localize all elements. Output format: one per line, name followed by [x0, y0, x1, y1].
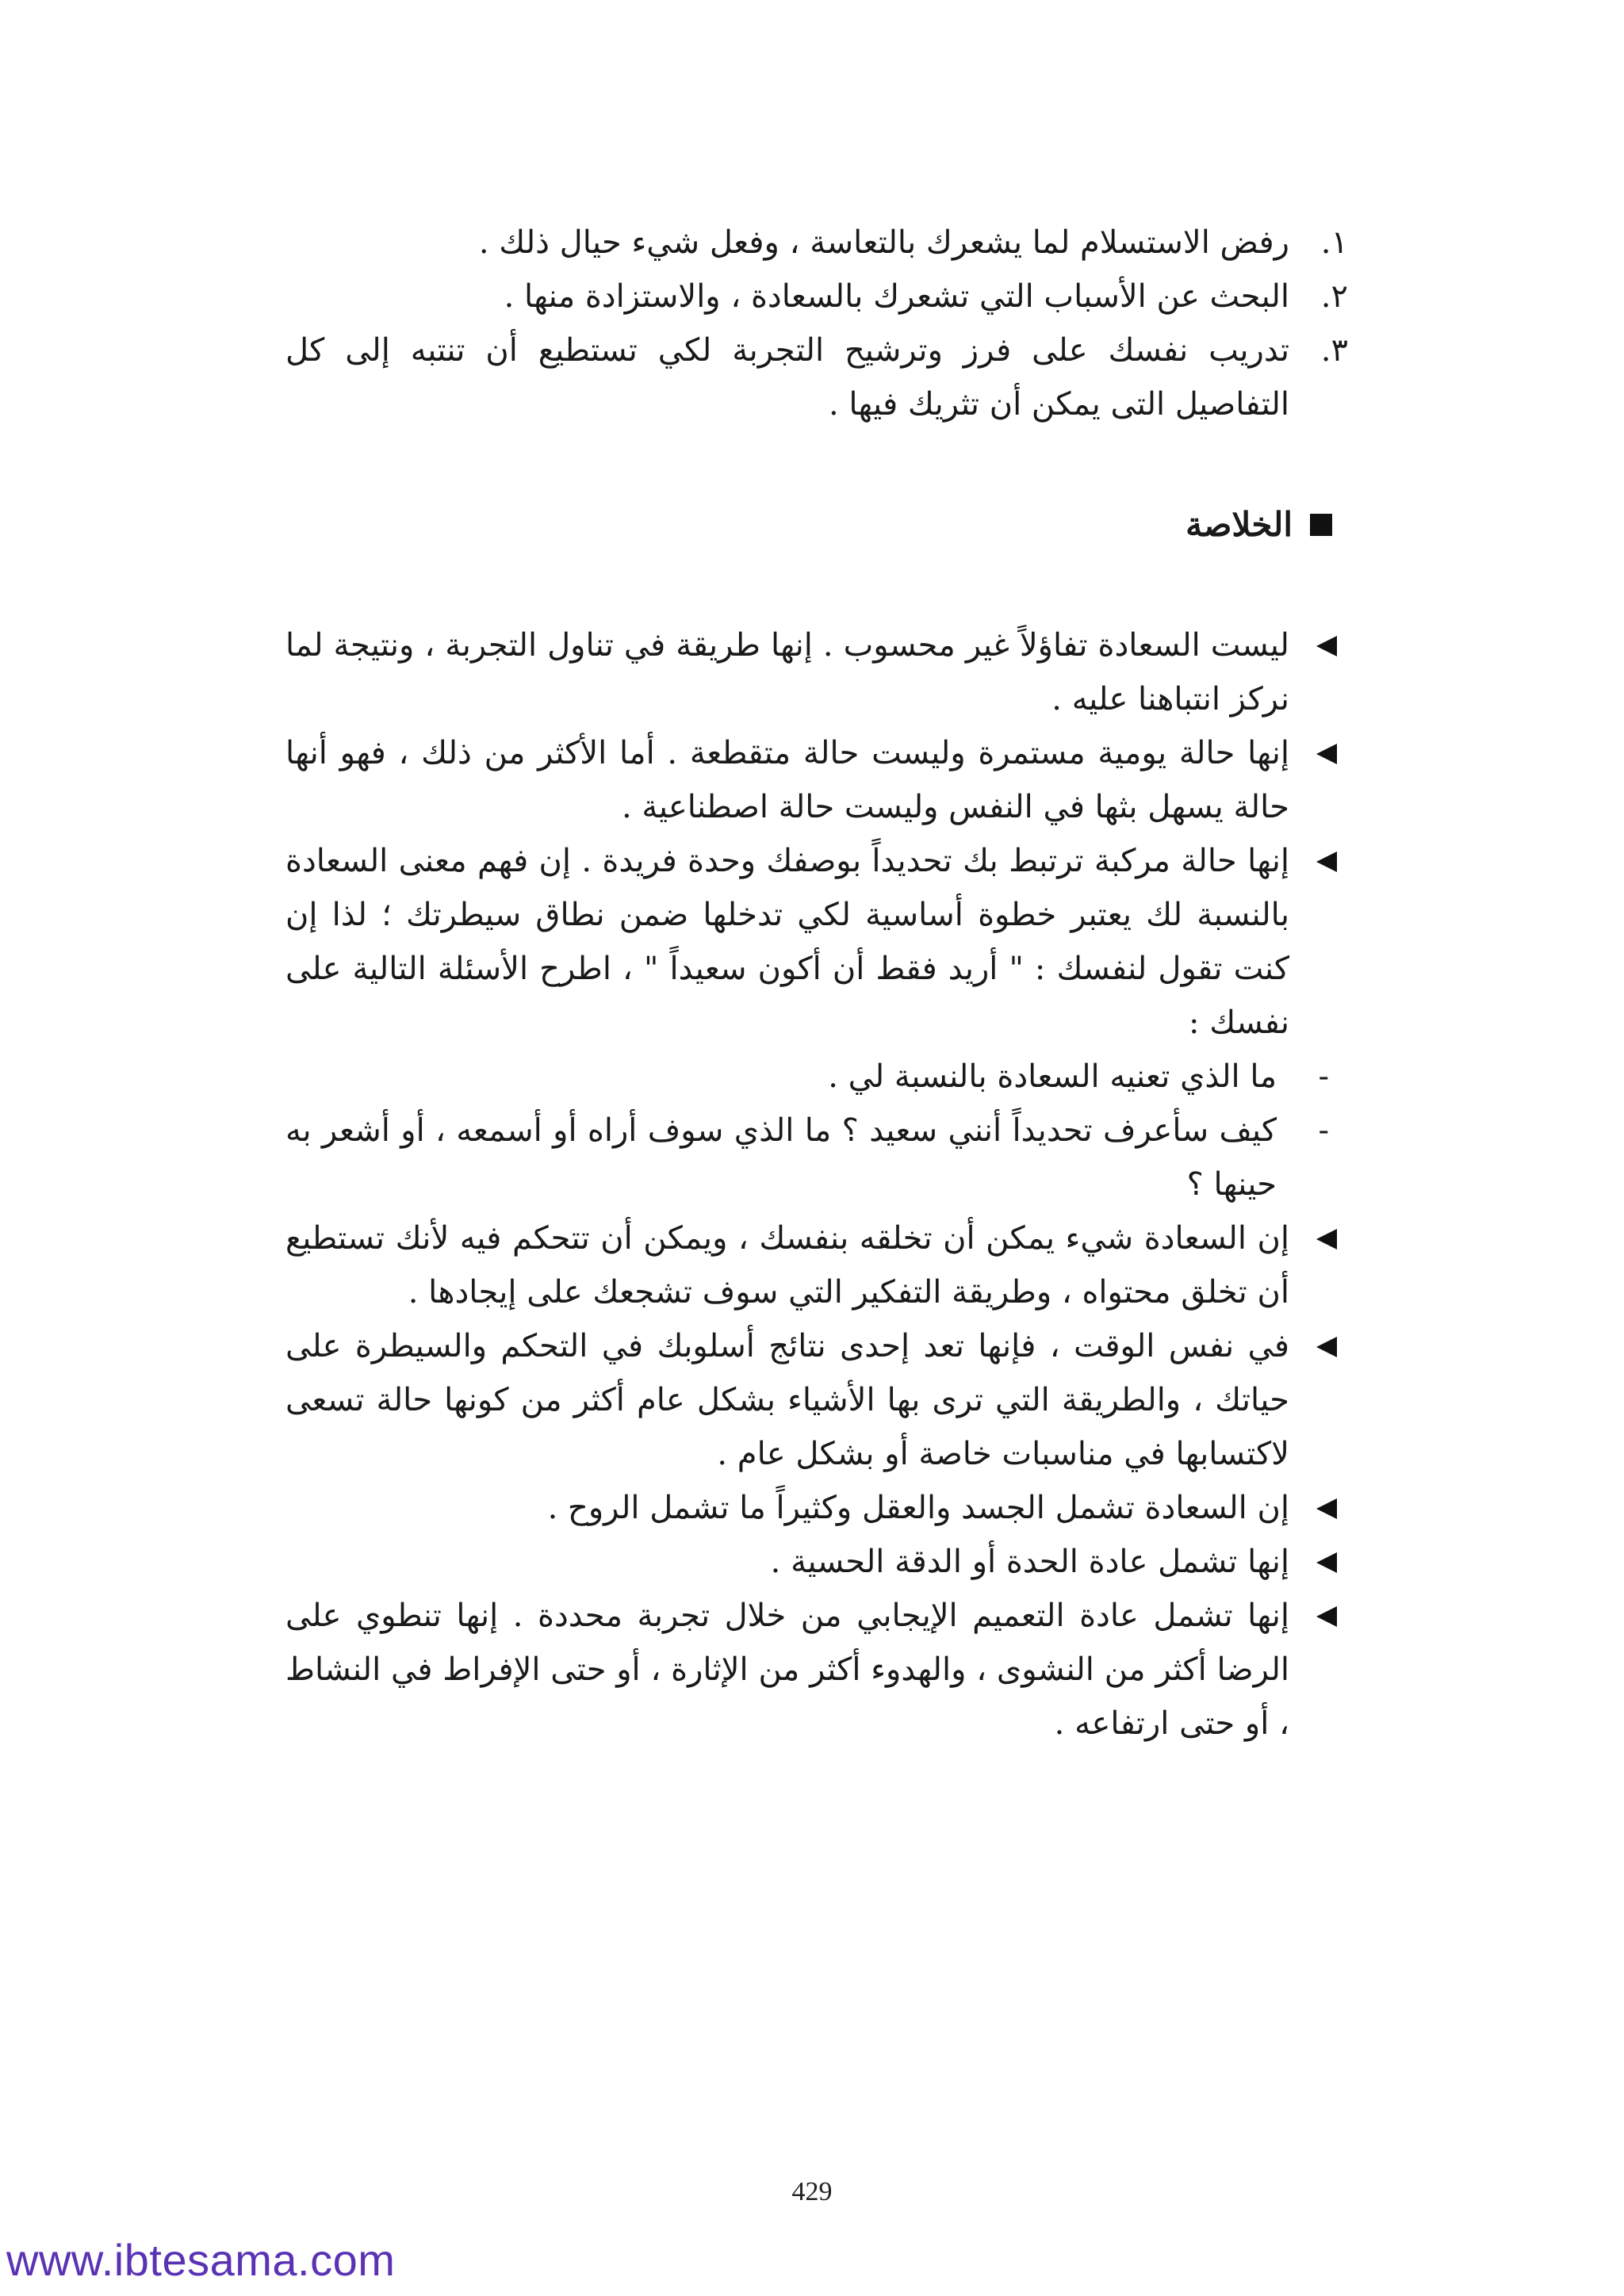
triangle-bullet-icon: [1316, 744, 1337, 764]
question-item: [285, 1050, 1329, 1104]
numbered-item: [285, 216, 1348, 270]
summary-text: إنها حالة يومية مستمرة وليست حالة متقطعة . أما الأكثر من ذلك ، فهو أنها حالة يسهل بثها في النفس وليست حالة اصطناعية .: [285, 735, 1289, 825]
triangle-bullet-icon: [1316, 1498, 1337, 1519]
question-text: كيف سأعرف تحديداً أنني سعيد ؟ ما الذي سوف أراه أو أسمعه ، أو أشعر به حينها ؟: [285, 1112, 1277, 1203]
item-number: ١.: [1320, 224, 1348, 261]
triangle-bullet-icon: [1316, 851, 1337, 872]
triangle-bullet-icon: [1316, 1606, 1337, 1627]
summary-text: ليست السعادة تفاؤلاً غير محسوب . إنها طريقة في تناول التجربة ، ونتيجة لما نركز انتباهنا عليه .: [285, 627, 1289, 718]
summary-item: [285, 726, 1348, 834]
question-list: [285, 1050, 1329, 1211]
summary-item: [285, 1211, 1348, 1319]
summary-text: إنها حالة مركبة ترتبط بك تحديداً بوصفك وحدة فريدة . إن فهم معنى السعادة بالنسبة لك يعتبر خطوة أساسية لكي تدخلها ضمن نطاق سيطرتك ؛ لذا إن كنت تقول لنفسك : " أريد فقط أن أكون سعيداً " ، اطرح الأسئلة التالية على نفسك :: [285, 843, 1289, 1041]
triangle-bullet-icon: [1316, 1552, 1337, 1573]
triangle-bullet-icon: [1316, 1229, 1337, 1249]
question-text: ما الذي تعنيه السعادة بالنسبة لي .: [828, 1058, 1277, 1095]
triangle-bullet-icon: [1316, 1337, 1337, 1357]
page-content: [285, 216, 1348, 1751]
triangle-bullet-icon: [1316, 636, 1337, 656]
item-text: البحث عن الأسباب التي تشعرك بالسعادة ، والاستزادة منها .: [504, 278, 1289, 315]
numbered-item: [285, 270, 1348, 323]
summary-item: [285, 1481, 1348, 1535]
numbered-list: [285, 216, 1348, 431]
summary-text: إنها تشمل عادة الحدة أو الدقة الحسية .: [770, 1544, 1289, 1580]
summary-item: [285, 618, 1348, 726]
summary-text: إنها تشمل عادة التعميم الإيجابي من خلال تجربة محددة . إنها تنطوي على الرضا أكثر من النشوى ، والهدوء أكثر من الإثارة ، أو حتى الإفراط في النشاط ، أو حتى ارتفاعه .: [285, 1598, 1289, 1742]
summary-item: [285, 1319, 1348, 1481]
summary-item: [285, 1535, 1348, 1589]
summary-list: [285, 618, 1348, 1751]
dash-marker: -: [1318, 1058, 1329, 1095]
numbered-item: [285, 323, 1348, 431]
summary-text: إن السعادة شيء يمكن أن تخلقه بنفسك ، ويمكن أن تتحكم فيه لأنك تستطيع أن تخلق محتواه ، وطريقة التفكير التي سوف تشجعك على إيجادها .: [285, 1220, 1289, 1311]
black-square-icon: [1310, 514, 1332, 536]
question-item: [285, 1104, 1329, 1211]
section-heading: [285, 498, 1348, 552]
summary-text: إن السعادة تشمل الجسد والعقل وكثيراً ما تشمل الروح .: [547, 1490, 1289, 1526]
watermark-url[interactable]: www.ibtesama.com: [6, 2235, 396, 2285]
item-number: ٢.: [1320, 278, 1348, 315]
summary-item: [285, 834, 1348, 1211]
summary-item: [285, 1589, 1348, 1751]
summary-text: في نفس الوقت ، فإنها تعد إحدى نتائج أسلوبك في التحكم والسيطرة على حياتك ، والطريقة التي ترى بها الأشياء بشكل عام أكثر من كونها حالة تسعى لاكتسابها في مناسبات خاصة أو بشكل عام .: [285, 1328, 1289, 1472]
section-title: الخلاصة: [1185, 505, 1293, 544]
item-number: ٣.: [1320, 332, 1348, 369]
dash-marker: -: [1318, 1112, 1329, 1149]
page-number: 429: [791, 2177, 833, 2206]
item-text: رفض الاستسلام لما يشعرك بالتعاسة ، وفعل شيء حيال ذلك .: [478, 224, 1289, 261]
item-text: تدريب نفسك على فرز وترشيح التجربة لكي تستطيع أن تنتبه إلى كل التفاصيل التى يمكن أن تثريك فيها .: [285, 332, 1289, 423]
